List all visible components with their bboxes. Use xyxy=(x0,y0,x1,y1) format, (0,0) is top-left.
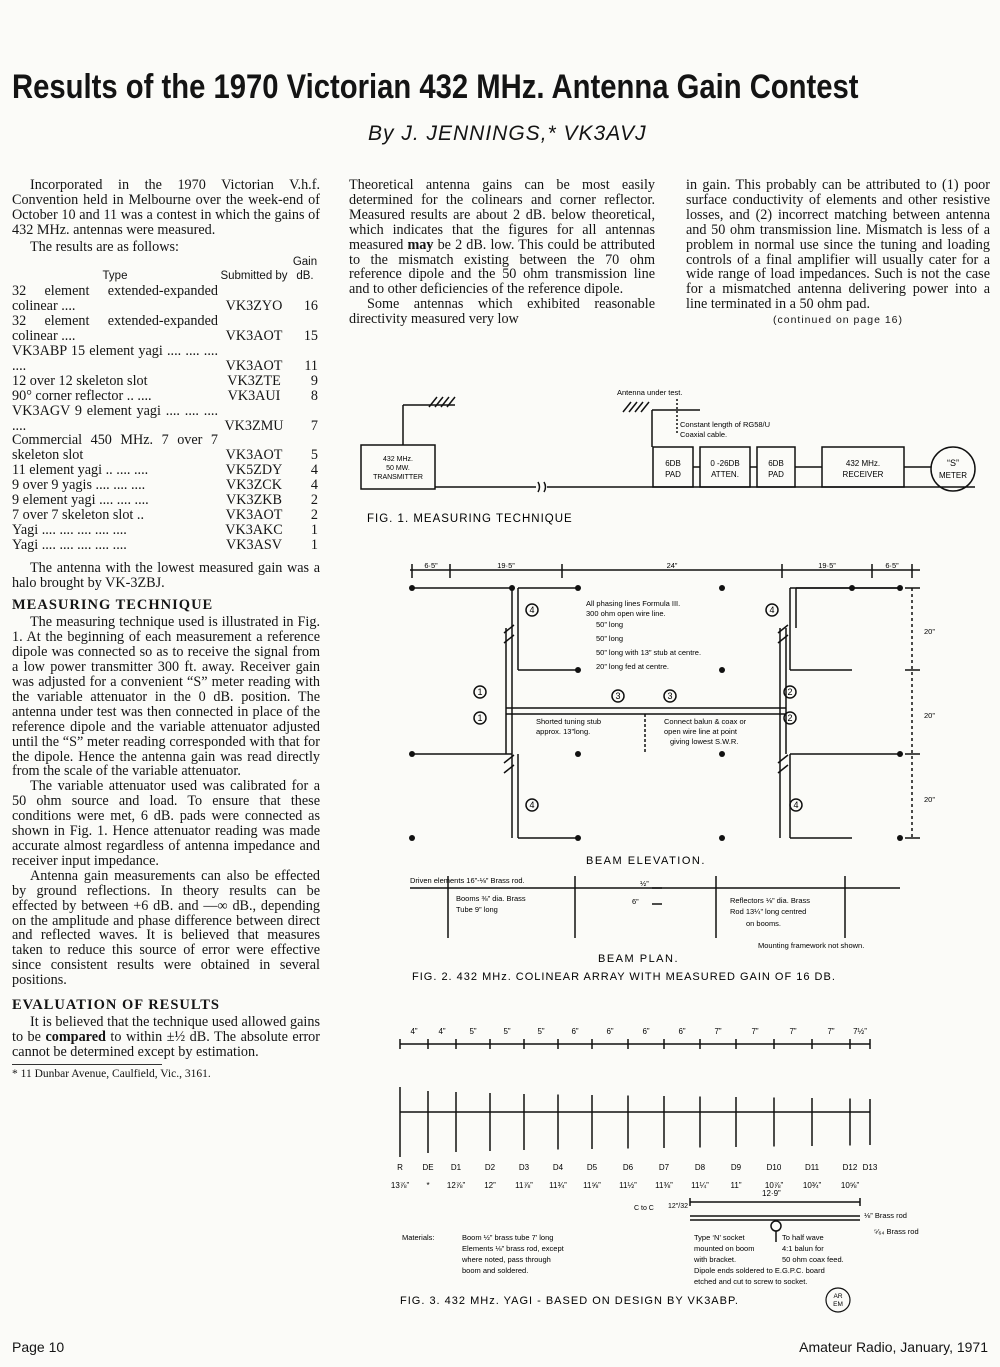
results-row xyxy=(12,284,320,314)
results-table xyxy=(12,255,320,553)
yagi-element-label: D1 xyxy=(450,1163,462,1172)
yagi-length-label: 11½” xyxy=(619,1181,637,1190)
reflectors-label-3: on booms. xyxy=(746,919,782,928)
circle-num-2a: 2 xyxy=(787,687,793,697)
dipole-line-1: Dipole ends soldered to E.G.P.C. board xyxy=(694,1266,825,1275)
antenna-under-test-label: Antenna under test. xyxy=(617,388,683,397)
col-header-gain: Gain dB. xyxy=(292,255,318,283)
reflectors-label-1: Reflectors ⅛” dia. Brass xyxy=(730,896,811,905)
beam-elevation-label: BEAM ELEVATION. xyxy=(586,855,706,867)
balun-label-1: Connect balun & coax or xyxy=(664,717,747,726)
pad2-line-1: 6DB xyxy=(768,459,784,468)
results-cell-by: VK3ASV xyxy=(226,536,282,553)
fig2-caption: FIG. 2. 432 MHz. COLINEAR ARRAY WITH MEASURED GAIN OF 16 DB. xyxy=(412,971,836,983)
results-cell-by: VK3ZKB xyxy=(226,492,282,509)
results-cell-by: VK3ZTE xyxy=(227,372,281,389)
yagi-length-label: 11¾” xyxy=(549,1181,567,1190)
logo-line-2: EM xyxy=(833,1301,843,1308)
beam-plan-label: BEAM PLAN. xyxy=(598,953,680,965)
yagi-length-label: 11¼” xyxy=(691,1181,709,1190)
col-header-submitted: Submitted by xyxy=(220,270,288,283)
yagi-length-label: 10⅝” xyxy=(840,1181,860,1190)
measuring-p2: The variable attenuator used was calibrated for a 50 ohm source and load. To ensure that these conditions were met, 6 dB. pads were connected as shown in Fig. 1. Hence attenuator reading was made accurate almost regardless of antenna impedance and receiver input impedance. xyxy=(12,778,320,869)
atten-line-1: 0 -26DB xyxy=(710,459,740,468)
yagi-length-label: 13⅞” xyxy=(390,1181,410,1190)
byline: By J. JENNINGS,* VK3AVJ xyxy=(368,122,647,145)
yagi-length-label: 10⅞” xyxy=(764,1181,784,1190)
results-cell-by: VK3AOT xyxy=(225,506,283,523)
continued-note: (continued on page 16) xyxy=(773,314,903,327)
col2-p1 xyxy=(349,178,655,297)
circle-num-1b: 1 xyxy=(477,713,483,723)
results-body xyxy=(12,284,320,552)
dipole-length: 12·9” xyxy=(762,1189,781,1198)
column-3 xyxy=(686,178,990,328)
dim-side-2: 20” xyxy=(924,711,935,720)
dim-top-4: 19·5” xyxy=(818,561,836,570)
figure-1-diagram xyxy=(355,385,995,530)
lowest-paragraph: The antenna with the lowest measured gain was a halo brought by VK-3ZBJ. xyxy=(12,559,320,591)
balun-line-1: To half wave xyxy=(782,1233,824,1242)
legend-line-4: 50” long xyxy=(596,634,624,643)
circle-num-4b: 4 xyxy=(769,605,775,615)
balun-line-2: 4:1 balun for xyxy=(782,1244,824,1253)
yagi-element-label: D9 xyxy=(730,1163,742,1172)
yagi-spacing-label: 6” xyxy=(642,1027,650,1036)
evaluation-heading: EVALUATION OF RESULTS xyxy=(12,997,220,1014)
tx-line-1: 432 MHz. xyxy=(383,456,413,463)
yagi-element-label: D5 xyxy=(586,1163,598,1172)
yagi-length-label: 11⅜” xyxy=(655,1181,673,1190)
results-cell-type: 32 element extended-expanded colinear .... xyxy=(12,283,218,315)
page-number: Page 10 xyxy=(12,1339,65,1355)
figure-3-diagram xyxy=(390,1022,990,1322)
yagi-length-label: 11” xyxy=(730,1181,742,1190)
yagi-length-label: 12⅞” xyxy=(446,1181,466,1190)
yagi-length-label: 12” xyxy=(484,1181,496,1190)
results-row xyxy=(12,344,320,374)
results-cell-gain: 7 xyxy=(310,417,318,434)
results-row xyxy=(12,463,320,478)
results-cell-gain: 4 xyxy=(310,462,318,479)
yagi-length-label: 11⅝” xyxy=(583,1181,601,1190)
materials-line-2: Elements ⅛” brass rod, except xyxy=(462,1244,564,1253)
brass-rod-label-2: ⁵⁄₆₄ Brass rod xyxy=(874,1227,919,1236)
results-intro: The results are as follows: xyxy=(30,238,179,255)
yagi-length-label: * xyxy=(426,1181,430,1190)
booms-label-1: Booms ⅜” dia. Brass xyxy=(456,894,526,903)
yagi-spacing-label: 4” xyxy=(410,1027,418,1036)
evaluation-text-b: to within ±½ dB. The absolute error cannot be determined except by estimation. xyxy=(12,1028,320,1060)
results-row xyxy=(12,374,320,389)
yagi-element-label: R xyxy=(397,1163,403,1172)
circle-num-1a: 1 xyxy=(477,687,483,697)
cable-label-1: Constant length of RG58/U xyxy=(680,420,771,429)
results-cell-gain: 1 xyxy=(310,521,318,538)
ar-logo xyxy=(826,1288,850,1312)
six-inch-label: 6” xyxy=(632,897,639,906)
results-cell-type: VK3AGV 9 element yagi .... .... .... .... xyxy=(12,402,218,434)
results-row xyxy=(12,523,320,538)
evaluation-text-a: It is believed that the technique used allowed gains to be xyxy=(12,1013,320,1045)
results-row xyxy=(12,389,320,404)
dim-top-1: 6·5” xyxy=(424,561,438,570)
results-cell-by: VK3ZMU xyxy=(224,417,284,434)
mounting-note: Mounting framework not shown. xyxy=(758,941,865,950)
stub-label-1: Shorted tuning stub xyxy=(536,717,602,726)
col2-bold: may xyxy=(407,236,434,253)
circle-num-4d: 4 xyxy=(793,800,799,810)
results-cell-type: 9 over 9 yagis .... .... .... xyxy=(12,477,146,494)
circle-num-2b: 2 xyxy=(787,713,793,723)
results-cell-gain: 4 xyxy=(310,477,318,494)
socket-line-2: mounted on boom xyxy=(694,1244,755,1253)
yagi-spacing-label: 7” xyxy=(827,1027,835,1036)
tx-line-3: TRANSMITTER xyxy=(373,474,423,481)
brass-rod-label-1: ⅛” Brass rod xyxy=(864,1211,907,1220)
yagi-spacing-label: 4” xyxy=(438,1027,446,1036)
rx-line-1: 432 MHz. xyxy=(845,459,881,468)
rx-line-2: RECEIVER xyxy=(842,470,884,479)
column-2 xyxy=(349,178,655,327)
yagi-spacing-label: 5” xyxy=(537,1027,545,1036)
yagi-element-label: DE xyxy=(422,1163,434,1172)
results-cell-by: VK3AKC xyxy=(225,521,283,538)
yagi-element-label: D3 xyxy=(518,1163,530,1172)
fig3-caption: FIG. 3. 432 MHz. YAGI - BASED ON DESIGN BY VK3ABP. xyxy=(400,1295,739,1307)
c-to-c-fraction: 12″/32 xyxy=(668,1203,688,1210)
results-cell-gain: 2 xyxy=(310,506,318,523)
meter-line-1: “S” xyxy=(947,458,959,468)
results-cell-gain: 1 xyxy=(310,536,318,553)
results-row xyxy=(12,404,320,434)
evaluation-p1 xyxy=(12,1015,320,1060)
figure-2-diagram xyxy=(400,558,960,990)
results-cell-type: 7 over 7 skeleton slot .. xyxy=(12,506,145,523)
meter-line-2: METER xyxy=(939,471,967,480)
results-row xyxy=(12,478,320,493)
col2-text-b: be 2 dB. low. This could be attributed to the mismatch existing between the 70 ohm reference dipole and the 50 ohm transmission line and to other deficiencies of the reference dipole. xyxy=(349,236,655,298)
circle-num-3b: 3 xyxy=(667,691,673,701)
pad2-line-2: PAD xyxy=(768,470,784,479)
results-cell-by: VK3AOT xyxy=(225,328,283,345)
results-cell-gain: 2 xyxy=(310,492,318,509)
results-cell-type: 11 element yagi .. .... .... xyxy=(12,462,149,479)
footnote: * 11 Dunbar Avenue, Caulfield, Vic., 3161. xyxy=(12,1064,162,1082)
materials-line-4: boom and soldered. xyxy=(462,1266,529,1275)
materials-line-3: where noted, pass through xyxy=(462,1255,551,1264)
results-cell-gain: 11 xyxy=(304,357,318,374)
legend-line-1: All phasing lines Formula III. xyxy=(586,599,681,608)
intro-paragraph: Incorporated in the 1970 Victorian V.h.f. Convention held in Melbourne over the week-end of October 10 and 11 was a contest in which the gains of 432 MHz. antennas were measured. xyxy=(12,177,320,238)
results-cell-gain: 16 xyxy=(303,298,318,315)
materials-line-1: Boom ½” brass tube 7’ long xyxy=(462,1233,554,1242)
results-cell-by: VK3AOT xyxy=(225,357,283,374)
dim-top-2: 19·5” xyxy=(497,561,515,570)
legend-line-6: 20” long fed at centre. xyxy=(596,662,669,671)
yagi-element-label: D11 xyxy=(804,1163,820,1172)
measuring-p1: The measuring technique used is illustrated in Fig. 1. At the beginning of each measurement a reference dipole was connected so as to receive the signal from a low power transmitter 300 ft. away. Receiver gain was adjusted for a convenient “S” meter reading with the variable attenuator in the 0 dB. position. The antenna under test was then connected in place of the reference dipole and the variable attenuator adjusted until the “S” meter reading corresponded with that for the dipole. Hence the antenna gain was read directly from the scale of the variable attenuator. xyxy=(12,614,320,780)
dim-side-1: 20” xyxy=(924,627,935,636)
half-inch-label: ½” xyxy=(640,879,649,888)
yagi-spacing-label: 7” xyxy=(789,1027,797,1036)
column-1 xyxy=(12,178,320,1082)
col-header-type: Type xyxy=(102,270,128,283)
yagi-element-label: D10 xyxy=(766,1163,782,1172)
dipole-line-2: etched and cut to screw to socket. xyxy=(694,1277,808,1286)
cable-label-2: Coaxial cable. xyxy=(680,430,728,439)
yagi-element-label: D4 xyxy=(552,1163,564,1172)
legend-line-5: 50” long with 13” stub at centre. xyxy=(596,648,702,657)
yagi-spacing-label: 7” xyxy=(714,1027,722,1036)
results-cell-gain: 8 xyxy=(310,387,318,404)
col2-p2: Some antennas which exhibited reasonable directivity measured very low xyxy=(349,296,655,328)
yagi-element-label: D2 xyxy=(484,1163,496,1172)
results-cell-type: 12 over 12 skeleton slot xyxy=(12,372,148,389)
socket-line-3: with bracket. xyxy=(694,1255,737,1264)
yagi-spacing-label: 6” xyxy=(606,1027,614,1036)
results-row xyxy=(12,314,320,344)
measuring-heading: MEASURING TECHNIQUE xyxy=(12,597,214,614)
col3-p1: in gain. This probably can be attributed to (1) poor surface conductivity of elements and other resistive losses, and (2) incorrect matching between antenna and 50 ohm transmission line. Mismatch is less of a problem in normal use since the tuning and loading controls of a final amplifier will usually cater for a wide range of load impedances. Such is not the case for a mismatched antenna delivering power into a line terminated in a 50 ohm pad. xyxy=(686,177,990,313)
yagi-spacing-label: 7” xyxy=(751,1027,759,1036)
legend-line-2: 300 ohm open wire line. xyxy=(586,609,666,618)
results-cell-type: Yagi .... .... .... .... .... xyxy=(12,521,127,538)
circle-num-4c: 4 xyxy=(529,800,535,810)
legend-line-3: 50” long xyxy=(596,620,624,629)
c-to-c-label: C to C xyxy=(634,1205,654,1212)
yagi-spacing-label: 6” xyxy=(678,1027,686,1036)
atten-line-2: ATTEN. xyxy=(711,470,739,479)
s-meter xyxy=(931,447,975,491)
yagi-element-label: D6 xyxy=(622,1163,634,1172)
article-title: Results of the 1970 Victorian 432 MHz. Antenna Gain Contest xyxy=(12,68,859,106)
yagi-element-label: D7 xyxy=(658,1163,670,1172)
circle-num-4a: 4 xyxy=(529,605,535,615)
col2-text-a: Theoretical antenna gains can be most easily determined for the colinears and corner reflector. Measured results are about 2 dB. below theoretical, which indicates that the figures for all antennas measured xyxy=(349,177,655,253)
materials-label: Materials: xyxy=(402,1233,435,1242)
results-cell-by: VK3ZYO xyxy=(225,298,283,315)
yagi-element-label: D12 xyxy=(842,1163,858,1172)
publication-footer: Amateur Radio, January, 1971 xyxy=(799,1339,988,1355)
results-cell-by: VK3AOT xyxy=(225,447,283,464)
results-row xyxy=(12,508,320,523)
yagi-length-label: 11⅞” xyxy=(515,1181,533,1190)
results-cell-type: Yagi .... .... .... .... .... xyxy=(12,536,127,553)
stub-label-2: approx. 13”long. xyxy=(536,727,591,736)
dim-top-3: 24” xyxy=(666,561,678,570)
measuring-p3: Antenna gain measurements can also be effected by ground reflections. In theory results can be effected by between +6 dB. and —∞ dB., depending on the amplitude and phase difference between direct and reflected waves. It is believed that measures taken to reduce this source of error were effective since consistent results were obtained in several positions. xyxy=(12,867,320,989)
pad1-line-1: 6DB xyxy=(665,459,681,468)
tx-line-2: 50 MW. xyxy=(386,465,410,472)
driven-label: Driven elements 16”-⅛” Brass rod. xyxy=(410,876,525,885)
dim-side-3: 20” xyxy=(924,795,935,804)
results-cell-type: Commercial 450 MHz. 7 over 7 skeleton slot xyxy=(12,432,218,464)
results-cell-by: VK3AUI xyxy=(227,387,281,404)
pad1-line-2: PAD xyxy=(665,470,681,479)
logo-line-1: AR xyxy=(833,1293,843,1300)
results-cell-type: 32 element extended-expanded colinear .... xyxy=(12,313,218,345)
results-cell-gain: 5 xyxy=(310,447,318,464)
booms-label-2: Tube 9” long xyxy=(456,905,498,914)
yagi-spacing-label: 7½” xyxy=(853,1027,867,1036)
results-cell-type: VK3ABP 15 element yagi .... .... .... .... xyxy=(12,342,218,374)
yagi-spacing-label: 5” xyxy=(503,1027,511,1036)
results-cell-gain: 9 xyxy=(310,372,318,389)
results-row xyxy=(12,538,320,553)
circle-num-3a: 3 xyxy=(615,691,621,701)
yagi-spacing-label: 6” xyxy=(571,1027,579,1036)
results-cell-type: 9 element yagi .... .... .... xyxy=(12,492,149,509)
results-row xyxy=(12,493,320,508)
yagi-length-label: 10¾” xyxy=(802,1181,822,1190)
results-cell-by: VK5ZDY xyxy=(225,462,283,479)
fig1-caption: FIG. 1. MEASURING TECHNIQUE xyxy=(367,513,573,525)
yagi-element-label: D8 xyxy=(694,1163,706,1172)
results-cell-by: VK3ZCK xyxy=(226,477,282,494)
results-row xyxy=(12,433,320,463)
balun-line-3: 50 ohm coax feed. xyxy=(782,1255,844,1264)
socket-line-1: Type ‘N’ socket xyxy=(694,1233,745,1242)
reflectors-label-2: Rod 13¼” long centred xyxy=(730,907,807,916)
yagi-element-label: D13 xyxy=(862,1163,878,1172)
results-cell-gain: 15 xyxy=(303,328,318,345)
evaluation-bold: compared xyxy=(45,1028,106,1045)
yagi-spacing-label: 5” xyxy=(469,1027,477,1036)
balun-label-2: open wire line at point xyxy=(664,727,737,736)
dim-top-5: 6·5” xyxy=(885,561,899,570)
balun-label-3: giving lowest S.W.R. xyxy=(670,737,739,746)
results-cell-type: 90° corner reflector .. .... xyxy=(12,387,152,404)
